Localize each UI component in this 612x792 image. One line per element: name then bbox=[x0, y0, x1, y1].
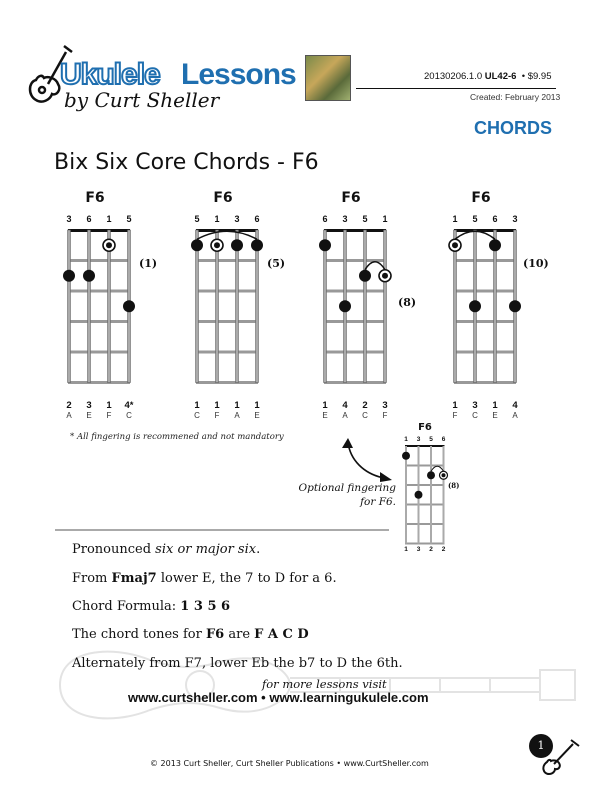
logo-lessons-text: Lessons bbox=[181, 58, 296, 91]
fret-line bbox=[196, 290, 258, 293]
fret-line bbox=[68, 290, 130, 293]
finger-number: 3 bbox=[382, 400, 388, 411]
chord-name: F6 bbox=[213, 190, 233, 206]
nut bbox=[324, 229, 386, 232]
small-interval-label: 5 bbox=[429, 436, 433, 443]
finger-number: 2 bbox=[362, 400, 368, 411]
interval-label: 1 bbox=[382, 214, 388, 224]
string-line bbox=[324, 230, 327, 383]
finger-number: 4* bbox=[124, 400, 134, 411]
chord-diagram bbox=[54, 215, 144, 390]
root-marker-center bbox=[452, 242, 458, 248]
string-note: A bbox=[234, 411, 240, 420]
small-interval-label: 3 bbox=[416, 436, 421, 443]
interval-label: 1 bbox=[106, 214, 112, 224]
chord-diagram bbox=[440, 215, 530, 390]
fret-position-label: (5) bbox=[267, 257, 286, 270]
fret-line bbox=[196, 381, 258, 384]
formula-text: Chord Formula: 1 3 5 6 bbox=[72, 599, 231, 614]
finger-number: 1 bbox=[322, 400, 328, 411]
finger-dot bbox=[319, 239, 331, 251]
finger-number: 2 bbox=[66, 400, 72, 411]
section-label: CHORDS bbox=[474, 118, 553, 138]
small-finger-number: 2 bbox=[441, 546, 446, 553]
small-finger-number: 2 bbox=[429, 546, 433, 553]
finger-number: 1 bbox=[106, 400, 112, 411]
string-note: F bbox=[106, 411, 112, 420]
small-chord-name: F6 bbox=[418, 422, 432, 433]
fret-position-label: (10) bbox=[523, 257, 549, 270]
string-note: C bbox=[126, 411, 132, 420]
fret-line bbox=[68, 259, 130, 262]
section-divider bbox=[55, 529, 389, 531]
interval-label: 3 bbox=[512, 214, 518, 224]
small-chord-diagram bbox=[398, 442, 458, 552]
chord-name: F6 bbox=[85, 190, 105, 206]
string-note: C bbox=[194, 411, 200, 420]
chord-diagram bbox=[310, 215, 400, 390]
string-note: E bbox=[492, 411, 498, 420]
finger-dot bbox=[191, 239, 203, 251]
website-links[interactable]: www.curtsheller.com • www.learningukulele.com bbox=[128, 690, 429, 705]
finger-number: 1 bbox=[452, 400, 458, 411]
chord-name: F6 bbox=[341, 190, 361, 206]
barre-arc bbox=[365, 262, 385, 270]
fret-line bbox=[324, 381, 386, 384]
fret-line bbox=[196, 320, 258, 323]
fret-line bbox=[196, 259, 258, 262]
interval-label: 5 bbox=[362, 214, 368, 224]
chord-diagram bbox=[182, 215, 272, 390]
root-marker-center bbox=[214, 242, 220, 248]
string-line bbox=[454, 230, 457, 383]
string-note: E bbox=[322, 411, 328, 420]
interval-label: 5 bbox=[126, 214, 132, 224]
string-note: A bbox=[342, 411, 348, 420]
string-line bbox=[364, 230, 367, 383]
interval-label: 1 bbox=[452, 214, 458, 224]
interval-label: 6 bbox=[254, 214, 260, 224]
string-line bbox=[68, 230, 71, 383]
more-lessons-text: for more lessons visit bbox=[262, 677, 387, 691]
fret-line bbox=[454, 381, 516, 384]
finger-dot bbox=[231, 239, 243, 251]
created-date: Created: February 2013 bbox=[470, 92, 561, 102]
page-number-badge: 1 bbox=[529, 734, 553, 758]
fret-line bbox=[196, 351, 258, 354]
string-line bbox=[494, 230, 497, 383]
interval-label: 1 bbox=[214, 214, 220, 224]
small-fret-position-label: (8) bbox=[448, 481, 460, 490]
fret-position-label: (8) bbox=[398, 296, 417, 309]
string-line bbox=[216, 230, 219, 383]
nut bbox=[454, 229, 516, 232]
document-code: 20130206.1.0 UL42-6 • $9.95 bbox=[424, 71, 552, 82]
interval-label: 6 bbox=[492, 214, 498, 224]
interval-label: 6 bbox=[322, 214, 328, 224]
fret-line bbox=[68, 381, 130, 384]
barre-arc bbox=[197, 231, 257, 239]
string-note: F bbox=[214, 411, 220, 420]
string-line bbox=[88, 230, 91, 383]
finger-dot bbox=[469, 300, 481, 312]
fret-line bbox=[324, 351, 386, 354]
finger-dot bbox=[339, 300, 351, 312]
string-line bbox=[236, 230, 239, 383]
string-note: A bbox=[512, 411, 518, 420]
small-finger-number: 3 bbox=[416, 546, 421, 553]
interval-label: 3 bbox=[234, 214, 240, 224]
optional-fingering-note: Optional fingering for F6. bbox=[298, 482, 396, 508]
finger-number: 3 bbox=[472, 400, 478, 411]
finger-number: 4 bbox=[512, 400, 518, 411]
chord-name: F6 bbox=[471, 190, 491, 206]
alternate-text: Alternately from F7, lower Eb the b7 to D the 6th. bbox=[72, 656, 403, 671]
finger-number: 4 bbox=[342, 400, 348, 411]
fret-line bbox=[68, 320, 130, 323]
fret-line bbox=[454, 290, 516, 293]
logo-byline: by Curt Sheller bbox=[64, 88, 220, 112]
logo-ukulele-text: Ukulele bbox=[60, 58, 160, 91]
fret-position-label: (1) bbox=[139, 257, 158, 270]
finger-dot bbox=[509, 300, 521, 312]
small-interval-label: 6 bbox=[441, 436, 446, 443]
chord-tones-text: The chord tones for F6 are F A C D bbox=[72, 627, 309, 642]
finger-number: 1 bbox=[254, 400, 260, 411]
small-ukulele-icon bbox=[541, 736, 581, 776]
copyright-text: © 2013 Curt Sheller, Curt Sheller Publications • www.CurtSheller.com bbox=[150, 759, 429, 768]
fingering-footnote: * All fingering is recommened and not mandatory bbox=[70, 432, 284, 442]
finger-dot bbox=[63, 270, 75, 282]
finger-dot bbox=[489, 239, 501, 251]
page-title: Bix Six Core Chords - F6 bbox=[54, 150, 319, 175]
nut bbox=[68, 229, 130, 232]
string-note: A bbox=[66, 411, 72, 420]
finger-number: 3 bbox=[86, 400, 92, 411]
string-line bbox=[384, 230, 387, 383]
interval-label: 5 bbox=[194, 214, 200, 224]
string-note: E bbox=[254, 411, 260, 420]
finger-number: 1 bbox=[234, 400, 240, 411]
derivation-text: From Fmaj7 lower E, the 7 to D for a 6. bbox=[72, 571, 337, 586]
fret-line bbox=[324, 320, 386, 323]
fret-line bbox=[324, 290, 386, 293]
string-line bbox=[108, 230, 111, 383]
finger-dot bbox=[83, 270, 95, 282]
root-marker-center bbox=[106, 242, 112, 248]
pronunciation-text: Pronounced six or major six. bbox=[72, 542, 261, 557]
fret-line bbox=[454, 320, 516, 323]
finger-dot bbox=[123, 300, 135, 312]
string-note: C bbox=[472, 411, 478, 420]
finger-dot bbox=[251, 239, 263, 251]
root-marker-center bbox=[382, 273, 388, 279]
finger-dot bbox=[359, 270, 371, 282]
interval-label: 3 bbox=[66, 214, 72, 224]
finger-number: 1 bbox=[214, 400, 220, 411]
author-photo bbox=[305, 55, 351, 101]
finger-number: 1 bbox=[194, 400, 200, 411]
header-rule bbox=[356, 88, 556, 89]
string-note: F bbox=[382, 411, 388, 420]
interval-label: 3 bbox=[342, 214, 348, 224]
string-note: C bbox=[362, 411, 368, 420]
interval-label: 5 bbox=[472, 214, 478, 224]
fret-line bbox=[68, 351, 130, 354]
string-line bbox=[196, 230, 199, 383]
fret-line bbox=[454, 259, 516, 262]
string-note: F bbox=[452, 411, 458, 420]
interval-label: 6 bbox=[86, 214, 92, 224]
string-line bbox=[256, 230, 259, 383]
fret-line bbox=[454, 351, 516, 354]
arrow-icon bbox=[336, 434, 406, 484]
small-interval-label: 1 bbox=[404, 436, 408, 443]
string-note: E bbox=[86, 411, 92, 420]
finger-number: 1 bbox=[492, 400, 498, 411]
small-finger-number: 1 bbox=[404, 546, 408, 553]
